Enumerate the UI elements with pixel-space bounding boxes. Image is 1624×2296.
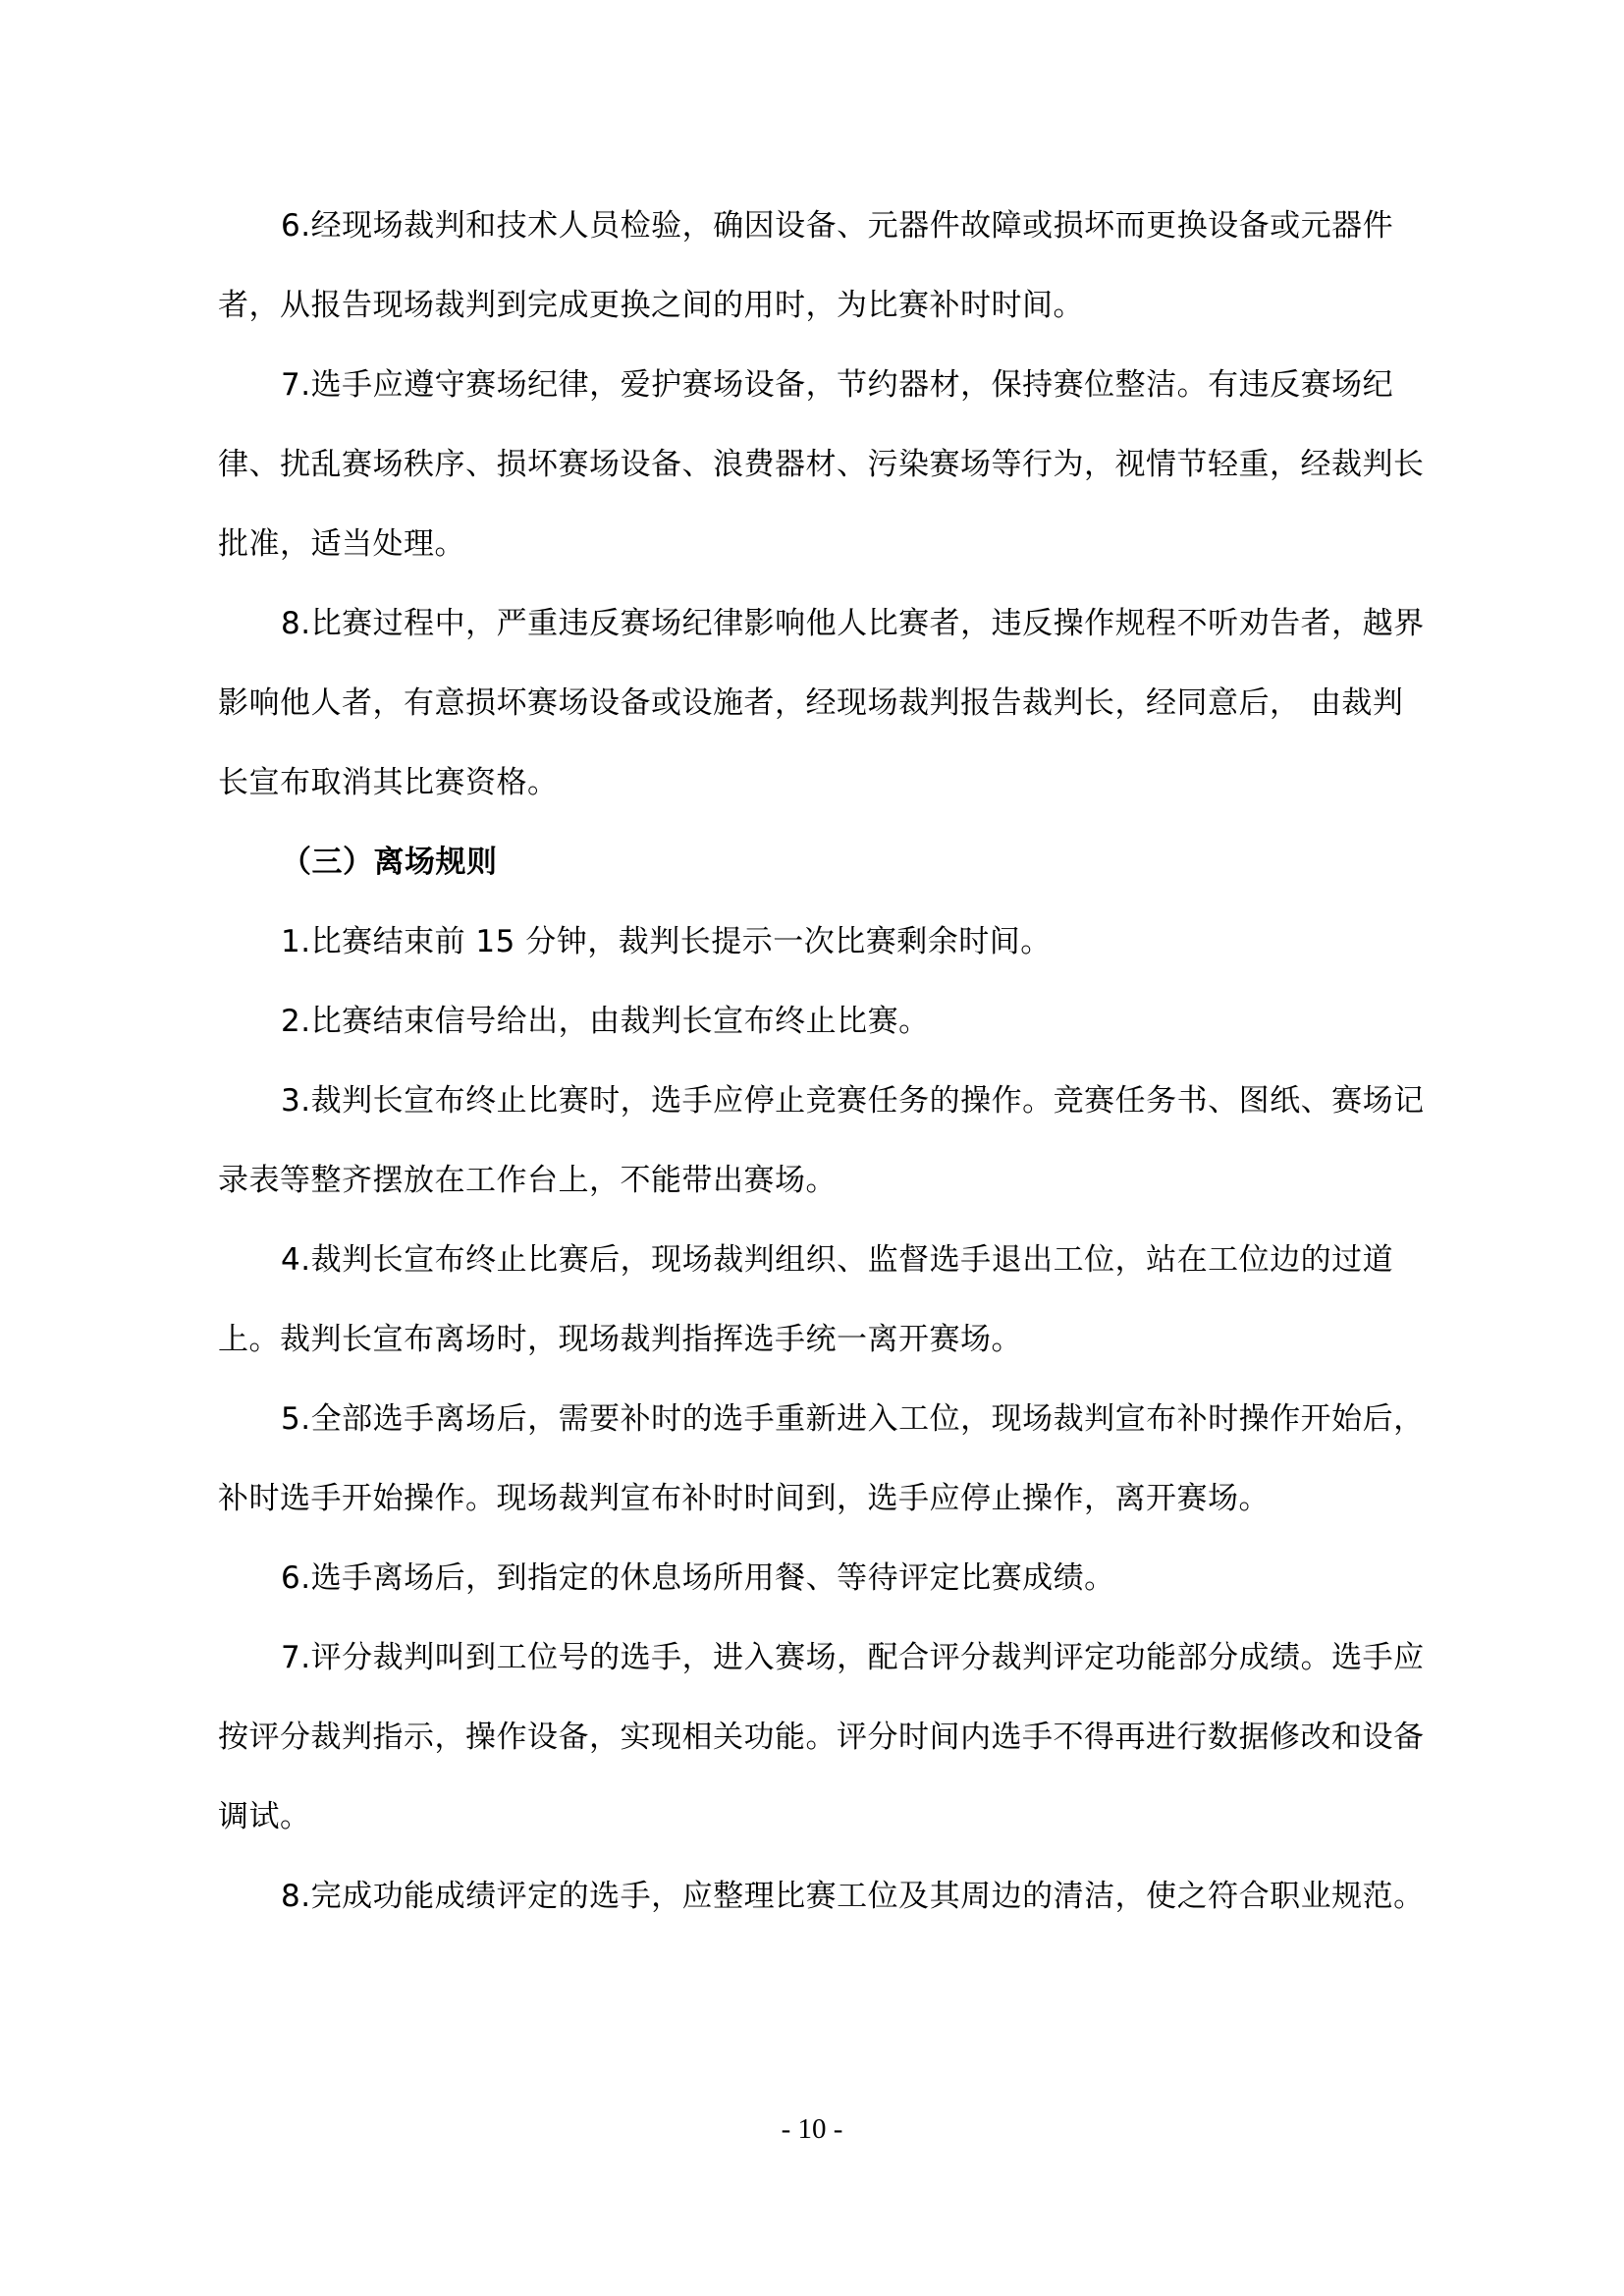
paragraph-exit-rule-4: 4.裁判长宣布终止比赛后，现场裁判组织、监督选手退出工位，站在工位边的过道上。裁判长宣布离场时，现场裁判指挥选手统一离开赛场。	[218, 1242, 1394, 1357]
paragraph-exit-rule-3: 3.裁判长宣布终止比赛时，选手应停止竞赛任务的操作。竞赛任务书、图纸、赛场记录表等整齐摆放在工作台上，不能带出赛场。	[218, 1083, 1425, 1198]
page-content	[218, 187, 1426, 1937]
paragraph-exit-rule-5: 5.全部选手离场后，需要补时的选手重新进入工位，现场裁判宣布补时操作开始后，补时选手开始操作。现场裁判宣布补时时间到，选手应停止操作，离开赛场。	[218, 1401, 1425, 1516]
paragraph-exit-rule-7: 7.评分裁判叫到工位号的选手，进入赛场，配合评分裁判评定功能部分成绩。选手应按评分裁判指示，操作设备，实现相关功能。评分时间内选手不得再进行数据修改和设备调试。	[218, 1640, 1425, 1834]
paragraph-rule-6: 6.经现场裁判和技术人员检验，确因设备、元器件故障或损坏而更换设备或元器件者，从报告现场裁判到完成更换之间的用时，为比赛补时时间。	[218, 208, 1394, 323]
paragraph-exit-rule-1: 1.比赛结束前 15 分钟，裁判长提示一次比赛剩余时间。	[281, 924, 1052, 959]
paragraph-exit-rule-2: 2.比赛结束信号给出，由裁判长宣布终止比赛。	[281, 1004, 930, 1039]
paragraph-rule-7: 7.选手应遵守赛场纪律，爱护赛场设备，节约器材，保持赛位整洁。有违反赛场纪律、扰乱赛场秩序、损坏赛场设备、浪费器材、污染赛场等行为，视情节轻重，经裁判长批准，适当处理。	[218, 367, 1425, 562]
page-number: - 10 -	[781, 2113, 843, 2145]
paragraph-exit-rule-6: 6.选手离场后，到指定的休息场所用餐、等待评定比赛成绩。	[281, 1560, 1115, 1596]
paragraph-exit-rule-8: 8.完成功能成绩评定的选手，应整理比赛工位及其周边的清洁，使之符合职业规范。	[281, 1879, 1425, 1914]
section-heading: （三）离场规则	[281, 845, 498, 880]
paragraph-rule-8: 8.比赛过程中，严重违反赛场纪律影响他人比赛者，违反操作规程不听劝告者，越界影响他人者，有意损坏赛场设备或设施者，经现场裁判报告裁判长，经同意后， 由裁判长宣布取消其比赛资格。	[218, 606, 1425, 800]
